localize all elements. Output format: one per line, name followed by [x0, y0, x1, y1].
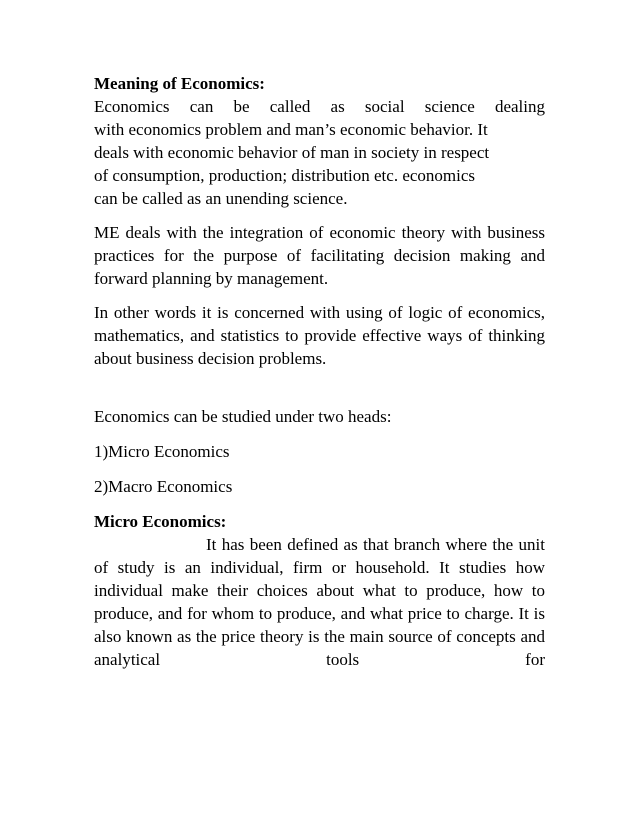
- document-page: [94, 72, 545, 671]
- paragraph-line: can be called as an unending science.: [94, 189, 348, 208]
- paragraph-other-words: In other words it is concerned with using of logic of economics, mathematics, and statistics to provide effective ways of thinking about business decision problems.: [94, 303, 545, 368]
- heads-intro: Economics can be studied under two heads:: [94, 407, 392, 426]
- paragraph-line: deals with economic behavior of man in society in respect: [94, 143, 490, 162]
- paragraph-me-definition: ME deals with the integration of economic theory with business practices for the purpose of facilitating decision making and forward planning by management.: [94, 223, 545, 288]
- micro-economics-heading: Micro Economics:: [94, 512, 227, 531]
- paragraph-line: Economics can be called as social science dealing: [94, 97, 545, 116]
- section-meaning-of-economics: [94, 72, 545, 210]
- micro-economics-body: It has been defined as that branch where the unit of study is an individual, firm or household. It studies how individual make their choices about what to produce, how to produce, and for whom to produce, and what price to charge. It is also known as the price theory is the main source of concepts and analytical tools for: [94, 535, 545, 669]
- section-heading: Meaning of Economics:: [94, 74, 265, 93]
- list-item-micro: 1)Micro Economics: [94, 442, 230, 461]
- paragraph-line: with economics problem and man’s economic behavior. It: [94, 120, 488, 139]
- paragraph-line: of consumption, production; distribution etc. economics: [94, 166, 476, 185]
- micro-economics-text: [94, 533, 545, 671]
- list-item-macro: 2)Macro Economics: [94, 477, 233, 496]
